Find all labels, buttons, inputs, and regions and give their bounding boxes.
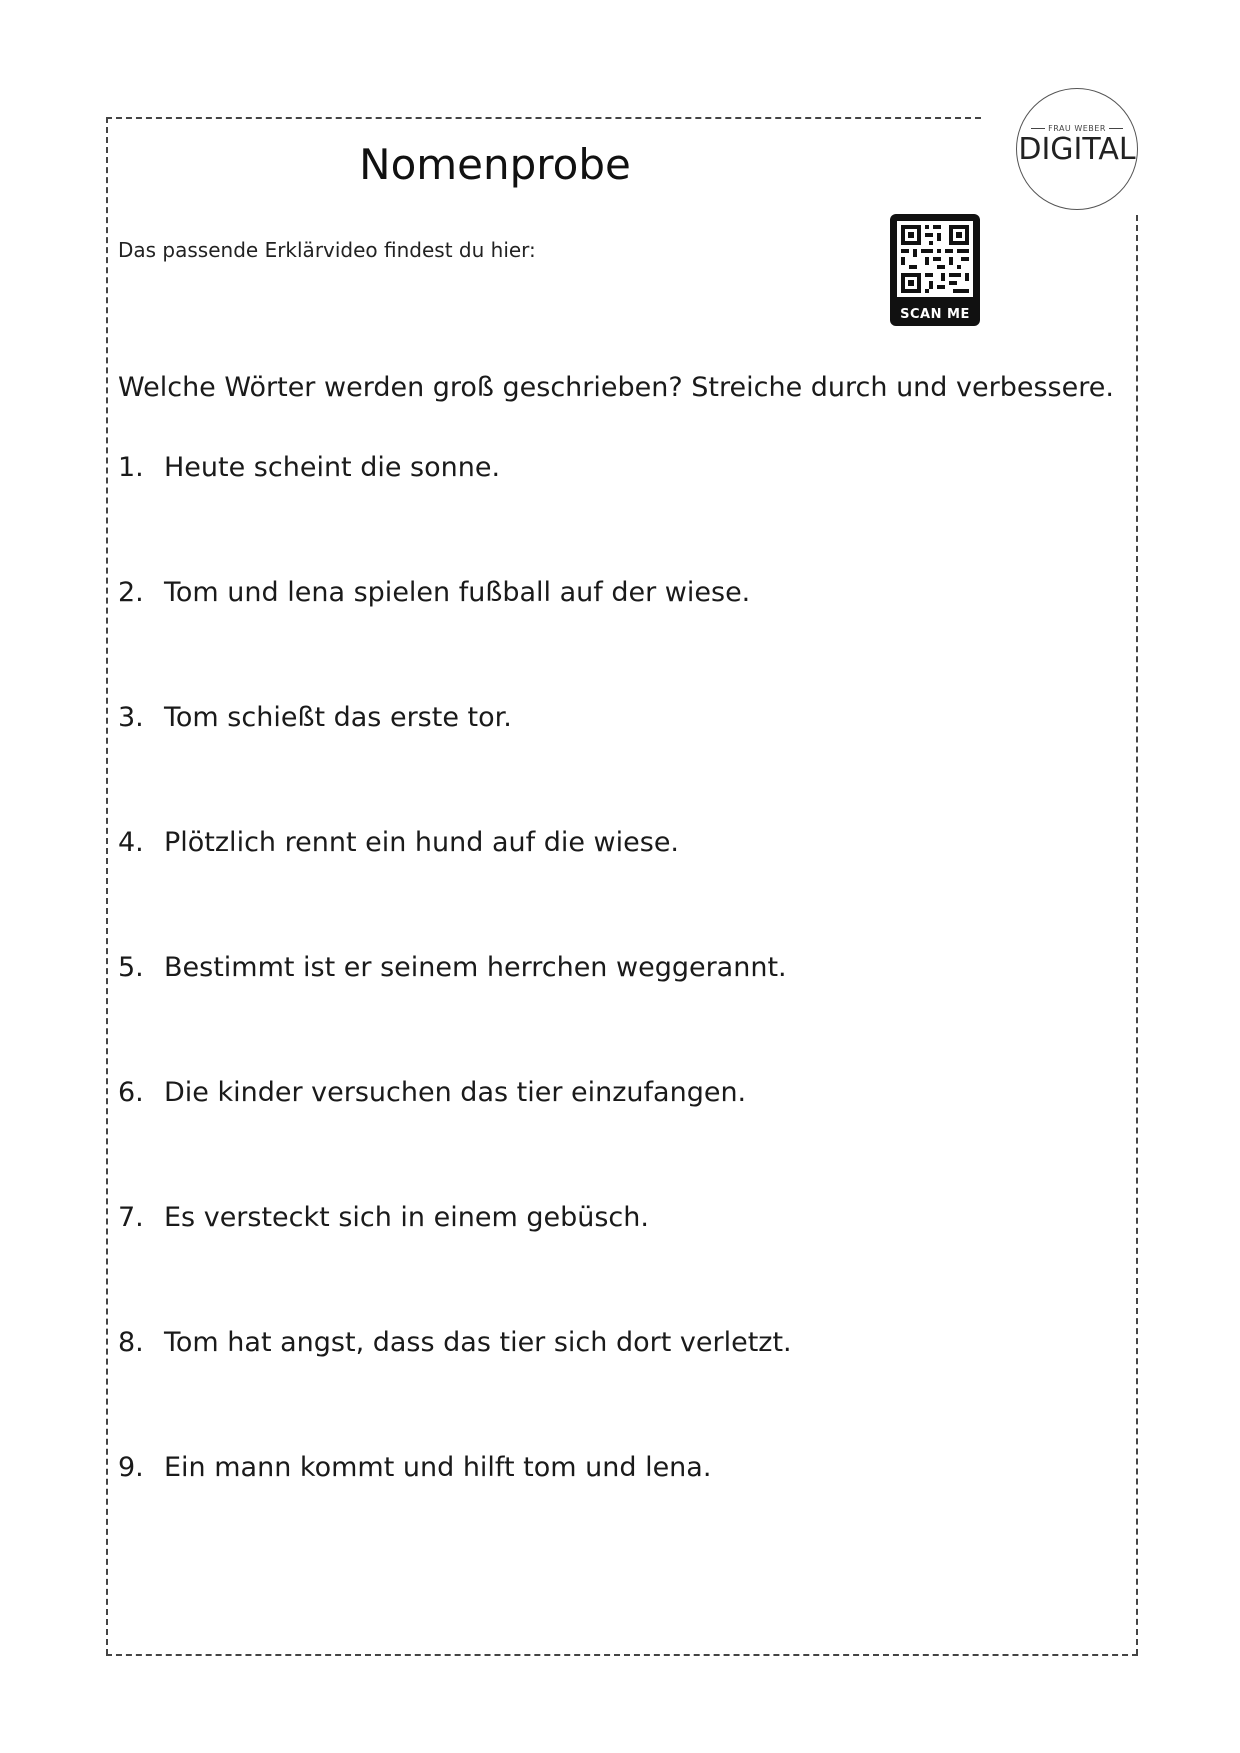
- exercise-item-7: [118, 1202, 649, 1233]
- exercise-item-9: [118, 1452, 711, 1483]
- exercise-item-8: [118, 1327, 792, 1358]
- qr-label: SCAN ME: [900, 307, 970, 322]
- exercise-item-3: [118, 702, 512, 733]
- item-text: Die kinder versuchen das tier einzufangen.: [164, 1077, 747, 1108]
- qr-code[interactable]: [890, 214, 980, 326]
- logo-big-text: DIGITAL: [1018, 132, 1136, 167]
- frame-border-left: [106, 117, 108, 1655]
- item-text: Es versteckt sich in einem gebüsch.: [164, 1202, 649, 1233]
- exercise-item-5: [118, 952, 787, 983]
- item-text: Ein mann kommt und hilft tom und lena.: [164, 1452, 712, 1483]
- item-text: Heute scheint die sonne.: [164, 452, 501, 483]
- frame-border-top: [106, 117, 981, 119]
- item-number: 6.: [118, 1077, 144, 1108]
- frame-border-right: [1136, 215, 1138, 1655]
- brand-logo: [1016, 88, 1138, 210]
- video-hint-text: Das passende Erklärvideo findest du hier:: [118, 238, 536, 262]
- item-text: Tom und lena spielen fußball auf der wiese.: [164, 577, 751, 608]
- item-number: 1.: [118, 452, 144, 483]
- item-number: 3.: [118, 702, 144, 733]
- exercise-item-1: [118, 452, 500, 483]
- item-number: 9.: [118, 1452, 144, 1483]
- item-text: Tom hat angst, dass das tier sich dort verletzt.: [164, 1327, 792, 1358]
- exercise-item-2: [118, 577, 750, 608]
- item-number: 7.: [118, 1202, 144, 1233]
- item-number: 4.: [118, 827, 144, 858]
- item-text: Plötzlich rennt ein hund auf die wiese.: [164, 827, 680, 858]
- item-text: Bestimmt ist er seinem herrchen weggerannt.: [164, 952, 787, 983]
- logo-small-text: FRAU WEBER: [1017, 124, 1137, 133]
- frame-border-bottom: [106, 1654, 1138, 1656]
- task-instruction: Welche Wörter werden groß geschrieben? Streiche durch und verbessere.: [118, 372, 1114, 403]
- item-number: 2.: [118, 577, 144, 608]
- item-number: 8.: [118, 1327, 144, 1358]
- item-text: Tom schießt das erste tor.: [164, 702, 512, 733]
- page-title: Nomenprobe: [359, 140, 631, 189]
- item-number: 5.: [118, 952, 144, 983]
- exercise-item-6: [118, 1077, 746, 1108]
- qr-code-icon: [897, 221, 973, 297]
- exercise-item-4: [118, 827, 679, 858]
